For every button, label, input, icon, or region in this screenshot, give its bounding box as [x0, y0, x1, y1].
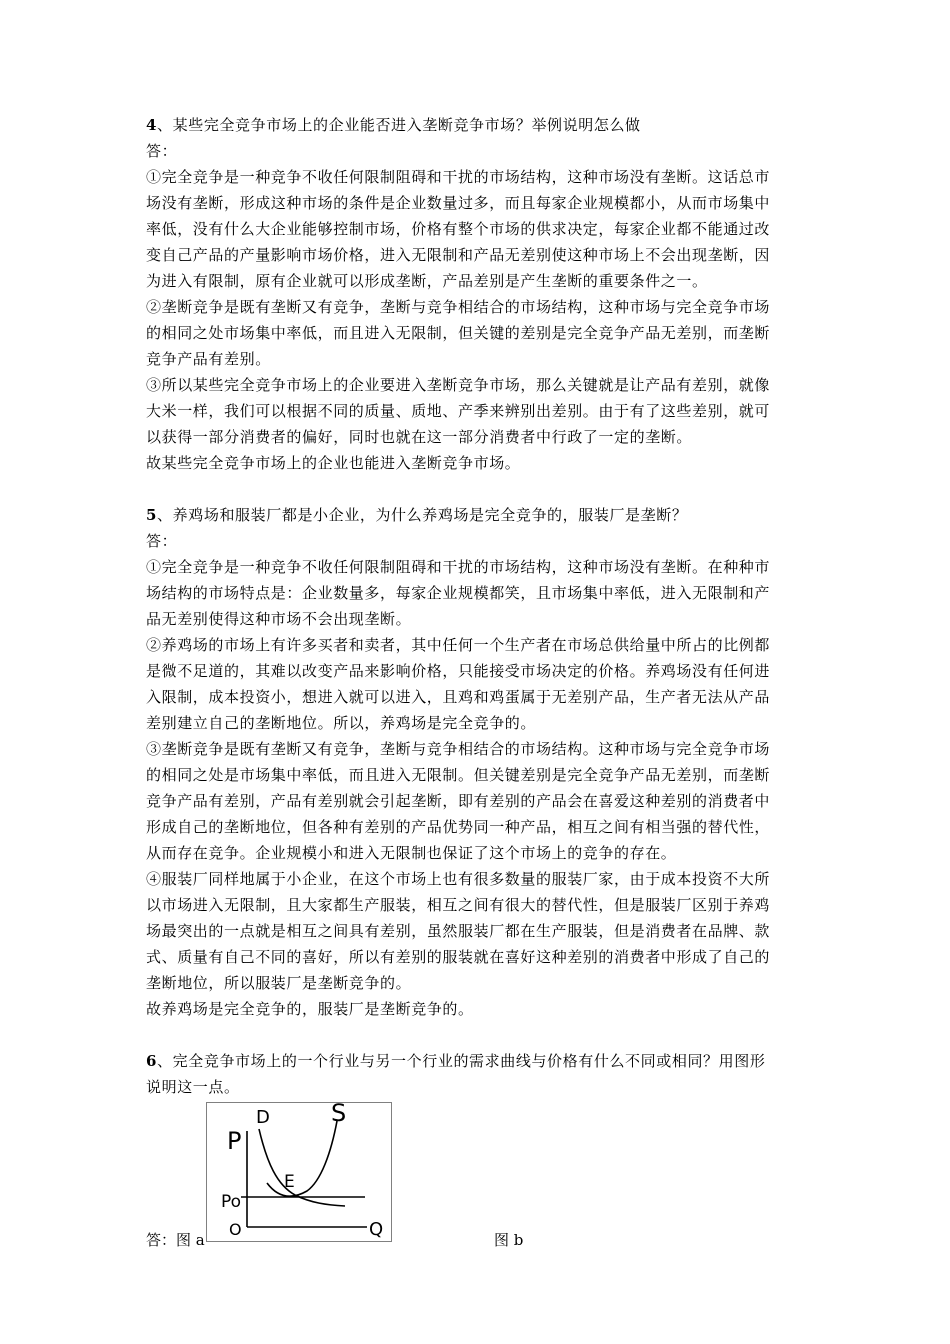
- axis-label-q: Q: [369, 1219, 384, 1240]
- answer-line: 从而存在竞争。企业规模小和进入无限制也保证了这个市场上的竞争的存在。: [146, 844, 677, 862]
- question-5-heading: [146, 502, 822, 528]
- figure-drawing: [207, 1103, 391, 1241]
- figure-row: [146, 1102, 822, 1252]
- answer-line: 以市场进入无限制，且大家都生产服装，相互之间有很大的替代性，但是服装厂区别于养鸡: [146, 896, 771, 914]
- question-number: 6: [146, 1052, 158, 1070]
- supply-demand-figure: [206, 1102, 392, 1242]
- answer-line: 是微不足道的，其难以改变产品来影响价格，只能接受市场决定的价格。养鸡场没有任何进: [146, 662, 771, 680]
- answer-line: 大米一样，我们可以根据不同的质量、质地、产季来辨别出差别。由于有了这些差别，就可: [146, 402, 771, 420]
- question-4-heading: [146, 112, 822, 138]
- answer-line: 竞争产品有差别。: [146, 350, 271, 368]
- question-text: 、养鸡场和服装厂都是小企业，为什么养鸡场是完全竞争的，服装厂是垄断？: [157, 506, 688, 524]
- answer-label: 答：: [146, 142, 178, 160]
- origin-label: O: [229, 1220, 242, 1239]
- question-6-heading-cont: 说明这一点。: [146, 1078, 240, 1096]
- question-6-heading: [146, 1048, 822, 1074]
- question-text: 、完全竞争市场上的一个行业与另一个行业的需求曲线与价格有什么不同或相同？用图形: [157, 1052, 766, 1070]
- answer-line: 故养鸡场是完全竞争的，服装厂是垄断竞争的。: [146, 1000, 474, 1018]
- answer-line: 的相同之处市场集中率低，而且进入无限制，但关键的差别是完全竞争产品无差别，而垄断: [146, 324, 771, 342]
- answer-line: ③所以某些完全竞争市场上的企业要进入垄断竞争市场，那么关键就是让产品有差别，就像: [146, 376, 771, 394]
- answer-line: 场没有垄断，形成这种市场的条件是企业数量过多，而且每家企业规模都小，从而市场集中: [146, 194, 771, 212]
- answer-line: 率低，没有什么大企业能够控制市场，价格有整个市场的供求决定，每家企业都不能通过改: [146, 220, 771, 238]
- supply-curve: [267, 1121, 337, 1196]
- figure-a-label: 答：图 a: [146, 1231, 205, 1249]
- answer-line: 变自己产品的产量影响市场价格，进入无限制和产品无差别使这种市场上不会出现垄断，因: [146, 246, 771, 264]
- section-gap: [146, 1022, 822, 1048]
- answer-line: 竞争产品有差别，产品有差别就会引起垄断，即有差别的产品会在喜爱这种差别的消费者中: [146, 792, 771, 810]
- answer-line: 故某些完全竞争市场上的企业也能进入垄断竞争市场。: [146, 454, 521, 472]
- answer-line: 以获得一部分消费者的偏好，同时也就在这一部分消费者中行政了一定的垄断。: [146, 428, 693, 446]
- answer-line: 品无差别使得这种市场不会出现垄断。: [146, 610, 412, 628]
- question-number: 4: [146, 116, 158, 134]
- question-number: 5: [146, 506, 158, 524]
- answer-5-body: [146, 554, 822, 1022]
- price-label-p0: Po: [221, 1192, 242, 1212]
- answer-line: 为进入有限制，原有企业就可以形成垄断，产品差别是产生垄断的重要条件之一。: [146, 272, 708, 290]
- answer-line: 差别建立自己的垄断地位。所以，养鸡场是完全竞争的。: [146, 714, 537, 732]
- answer-line: 形成自己的垄断地位，但各种有差别的产品优势同一种产品，相互之间有相当强的替代性，: [146, 818, 771, 836]
- answer-4-body: [146, 164, 822, 476]
- answer-line: 场结构的市场特点是：企业数量多，每家企业规模都笑，且市场集中率低，进入无限制和产: [146, 584, 771, 602]
- answer-line: 的相同之处是市场集中率低，而且进入无限制。但关键差别是完全竞争产品无差别，而垄断: [146, 766, 771, 784]
- answer-label: 答：: [146, 532, 178, 550]
- answer-line: ②垄断竞争是既有垄断又有竞争，垄断与竞争相结合的市场结构，这种市场与完全竞争市场: [146, 298, 771, 316]
- answer-line: 入限制，成本投资小，想进入就可以进入，且鸡和鸡蛋属于无差别产品，生产者无法从产品: [146, 688, 771, 706]
- answer-line: ③垄断竞争是既有垄断又有竞争，垄断与竞争相结合的市场结构。这种市场与完全竞争市场: [146, 740, 771, 758]
- answer-line: ④服装厂同样地属于小企业，在这个市场上也有很多数量的服装厂家，由于成本投资不大所: [146, 870, 771, 888]
- answer-line: 场最突出的一点就是相互之间具有差别，虽然服装厂都在生产服装，但是消费者在品牌、款: [146, 922, 771, 940]
- curve-label-s: S: [331, 1103, 347, 1127]
- axis-label-p: P: [227, 1127, 242, 1155]
- answer-line: ①完全竞争是一种竞争不收任何限制阻碍和干扰的市场结构，这种市场没有垄断。在种种市: [146, 558, 771, 576]
- equilibrium-label-e: E: [284, 1172, 295, 1192]
- answer-line: ②养鸡场的市场上有许多买者和卖者，其中任何一个生产者在市场总供给量中所占的比例都: [146, 636, 771, 654]
- figure-b-label: 图 b: [494, 1231, 524, 1249]
- answer-line: 式、质量有自己不同的喜好，所以有差别的服装就在喜好这种差别的消费者中形成了自己的: [146, 948, 771, 966]
- answer-line: 垄断地位，所以服装厂是垄断竞争的。: [146, 974, 412, 992]
- question-text: 、某些完全竞争市场上的企业能否进入垄断竞争市场？举例说明怎么做: [157, 116, 641, 134]
- curve-label-d: D: [256, 1107, 270, 1128]
- document-page: [146, 112, 822, 1252]
- section-gap: [146, 476, 822, 502]
- answer-line: ①完全竞争是一种竞争不收任何限制阻碍和干扰的市场结构，这种市场没有垄断。这话总市: [146, 168, 771, 186]
